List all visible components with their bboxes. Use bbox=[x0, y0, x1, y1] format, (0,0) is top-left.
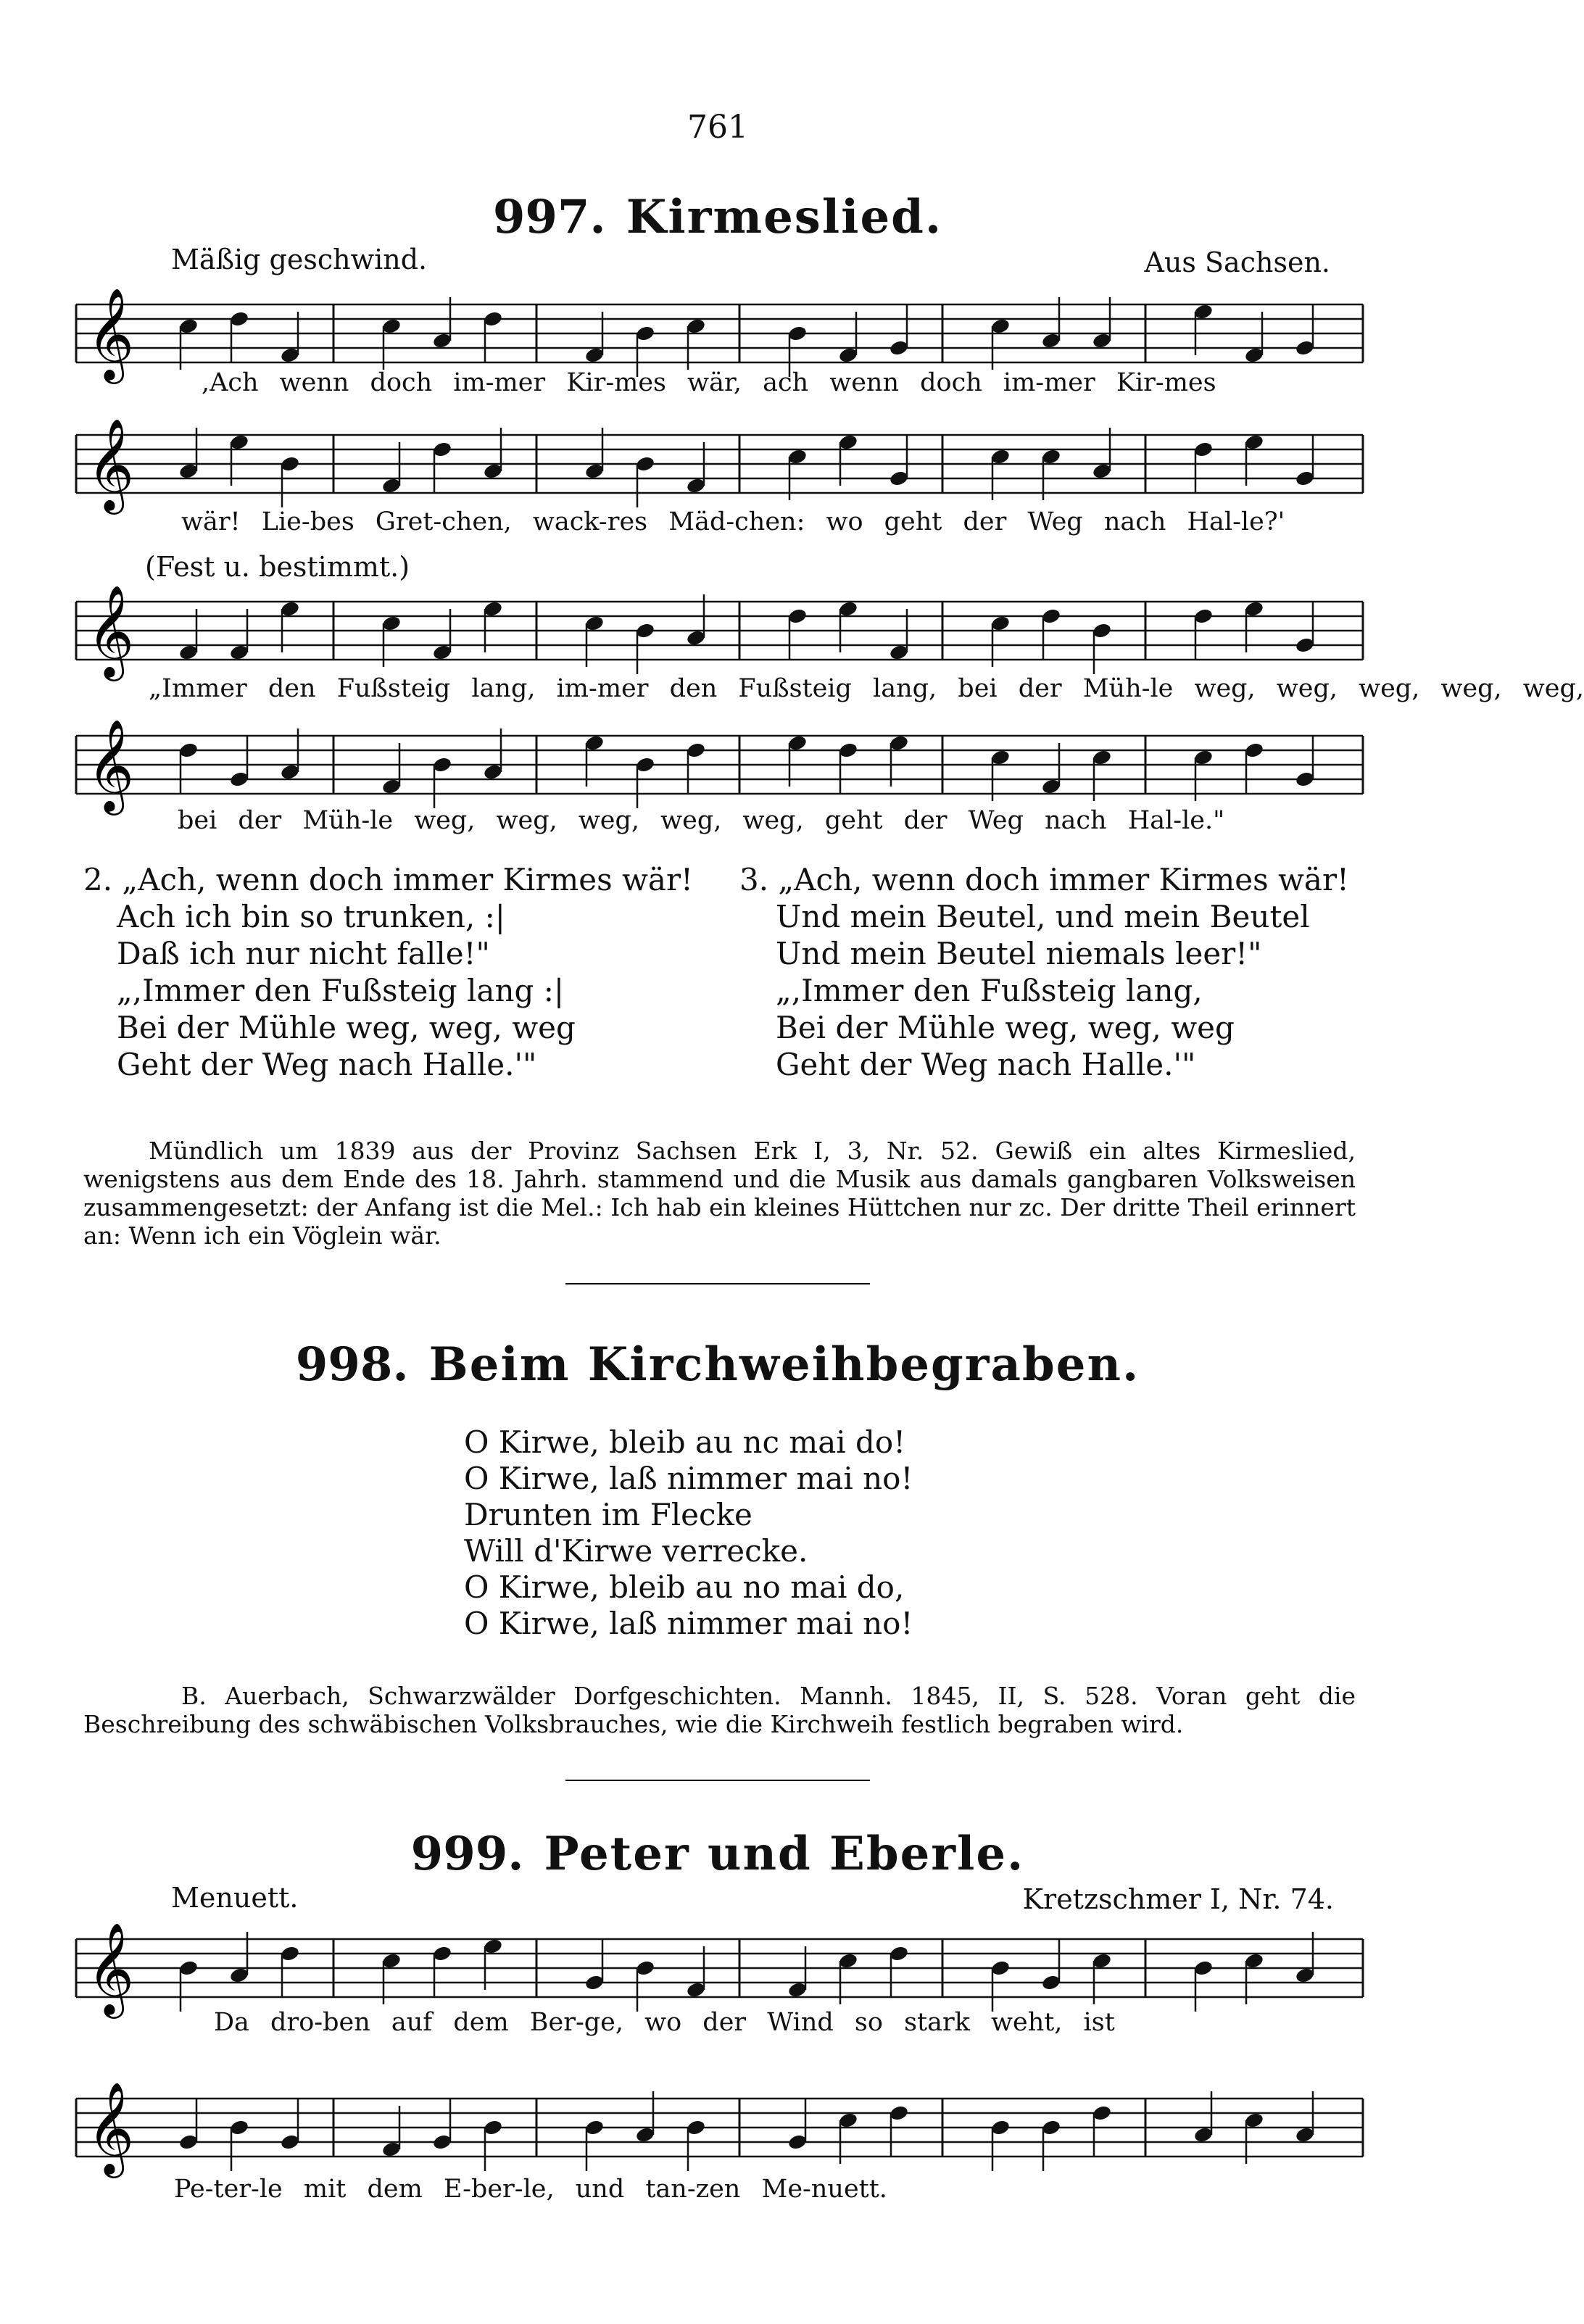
song-998-title: Beim Kirchweihbegraben. bbox=[428, 1337, 1140, 1392]
lyric-text: „Immer den Fußsteig lang, im-mer den Fußsteig lang, bei der Müh-le weg, weg, weg, weg, weg, bbox=[149, 674, 1584, 703]
verse-line: „,Immer den Fußsteig lang :| bbox=[117, 973, 565, 1008]
treble-clef-icon: 𝄞 bbox=[87, 584, 135, 677]
song-998-source-note: B. Auerbach, Schwarzwälder Dorfgeschichten. Mannh. 1845, II, S. 528. Voran geht die Beschreibung des schwäbischen Volksbrauches, wie die Kirchweih festlich begraben wird. bbox=[83, 1682, 1356, 1738]
treble-clef-icon: 𝄞 bbox=[87, 718, 135, 811]
lyric-text: Pe-ter-le mit dem E-ber-le, und tan-zen Me-nuett. bbox=[174, 2175, 887, 2204]
lyric-text: ,Ach wenn doch im-mer Kir-mes wär, ach wenn doch im-mer Kir-mes bbox=[202, 368, 1216, 397]
poem-line: O Kirwe, bleib au no mai do, bbox=[464, 1569, 905, 1605]
song-997-source-note: Mündlich um 1839 aus der Provinz Sachsen Erk I, 3, Nr. 52. Gewiß ein altes Kirmeslied, wenigstens aus dem Ende des 18. Jahrh. stammend und die Musik aus damals gangbaren Volksweisen zusammengesetzt: der Anfang ist die Mel.: Ich hab ein kleines Hüttchen nur zc. Der dritte Theil erinnert an: Wenn ich ein Vöglein wär. bbox=[83, 1137, 1356, 1250]
poem-line: O Kirwe, laß nimmer mai no! bbox=[464, 1461, 913, 1496]
verse-line: 3. „Ach, wenn doch immer Kirmes wär! bbox=[739, 862, 1349, 897]
verse-2 bbox=[83, 861, 693, 1083]
verse-line: Geht der Weg nach Halle.'" bbox=[776, 1047, 1196, 1082]
song-997-title: Kirmeslied. bbox=[626, 190, 943, 244]
verse-line: Bei der Mühle weg, weg, weg bbox=[117, 1010, 576, 1045]
section-divider bbox=[565, 1283, 870, 1285]
song-999-tempo: Menuett. bbox=[171, 1882, 299, 1914]
poem-line: O Kirwe, bleib au nc mai do! bbox=[464, 1424, 906, 1460]
page-number: 761 bbox=[687, 109, 748, 146]
verse-line: 2. „Ach, wenn doch immer Kirmes wär! bbox=[83, 862, 693, 897]
song-999-origin: Kretzschmer I, Nr. 74. bbox=[1022, 1883, 1334, 1915]
verse-line: „,Immer den Fußsteig lang, bbox=[776, 973, 1203, 1008]
song-997-heading bbox=[0, 190, 1435, 244]
verse-line: Ach ich bin so trunken, :| bbox=[117, 899, 505, 934]
verse-3 bbox=[739, 861, 1349, 1083]
verse-line: Geht der Weg nach Halle.'" bbox=[117, 1047, 537, 1082]
song-998-poem bbox=[464, 1424, 913, 1642]
verse-line: Und mein Beutel niemals leer!" bbox=[776, 936, 1262, 971]
song-997-tempo-2: (Fest u. bestimmt.) bbox=[145, 551, 410, 583]
verse-line: Bei der Mühle weg, weg, weg bbox=[776, 1010, 1235, 1045]
poem-line: Will d'Kirwe verrecke. bbox=[464, 1533, 808, 1569]
poem-line: O Kirwe, laß nimmer mai no! bbox=[464, 1606, 913, 1641]
verse-line: Und mein Beutel, und mein Beutel bbox=[776, 899, 1310, 934]
lyric-text: bei der Müh-le weg, weg, weg, weg, weg, geht der Weg nach Hal-le." bbox=[178, 806, 1225, 835]
song-997-tempo: Mäßig geschwind. bbox=[171, 244, 428, 275]
song-999-number: 999. bbox=[410, 1827, 524, 1881]
poem-line: Drunten im Flecke bbox=[464, 1497, 752, 1532]
treble-clef-icon: 𝄞 bbox=[87, 1922, 135, 2014]
treble-clef-icon: 𝄞 bbox=[87, 418, 135, 510]
music-staff-997-1 bbox=[0, 275, 1435, 420]
song-997-number: 997. bbox=[492, 190, 606, 244]
lyric-text: Da dro-ben auf dem Ber-ge, wo der Wind so stark weht, ist bbox=[214, 2008, 1115, 2037]
song-999-title: Peter und Eberle. bbox=[544, 1827, 1025, 1881]
lyric-text: wär! Lie-bes Gret-chen, wack-res Mäd-chen: wo geht der Weg nach Hal-le?' bbox=[181, 507, 1285, 536]
verse-line: Daß ich nur nicht falle!" bbox=[117, 936, 490, 971]
treble-clef-icon: 𝄞 bbox=[87, 2081, 135, 2174]
song-997-origin: Aus Sachsen. bbox=[1144, 246, 1330, 278]
song-999-heading bbox=[0, 1827, 1435, 1881]
song-998-number: 998. bbox=[295, 1337, 409, 1392]
section-divider bbox=[565, 1780, 870, 1781]
treble-clef-icon: 𝄞 bbox=[87, 287, 135, 380]
song-998-heading bbox=[0, 1337, 1435, 1392]
